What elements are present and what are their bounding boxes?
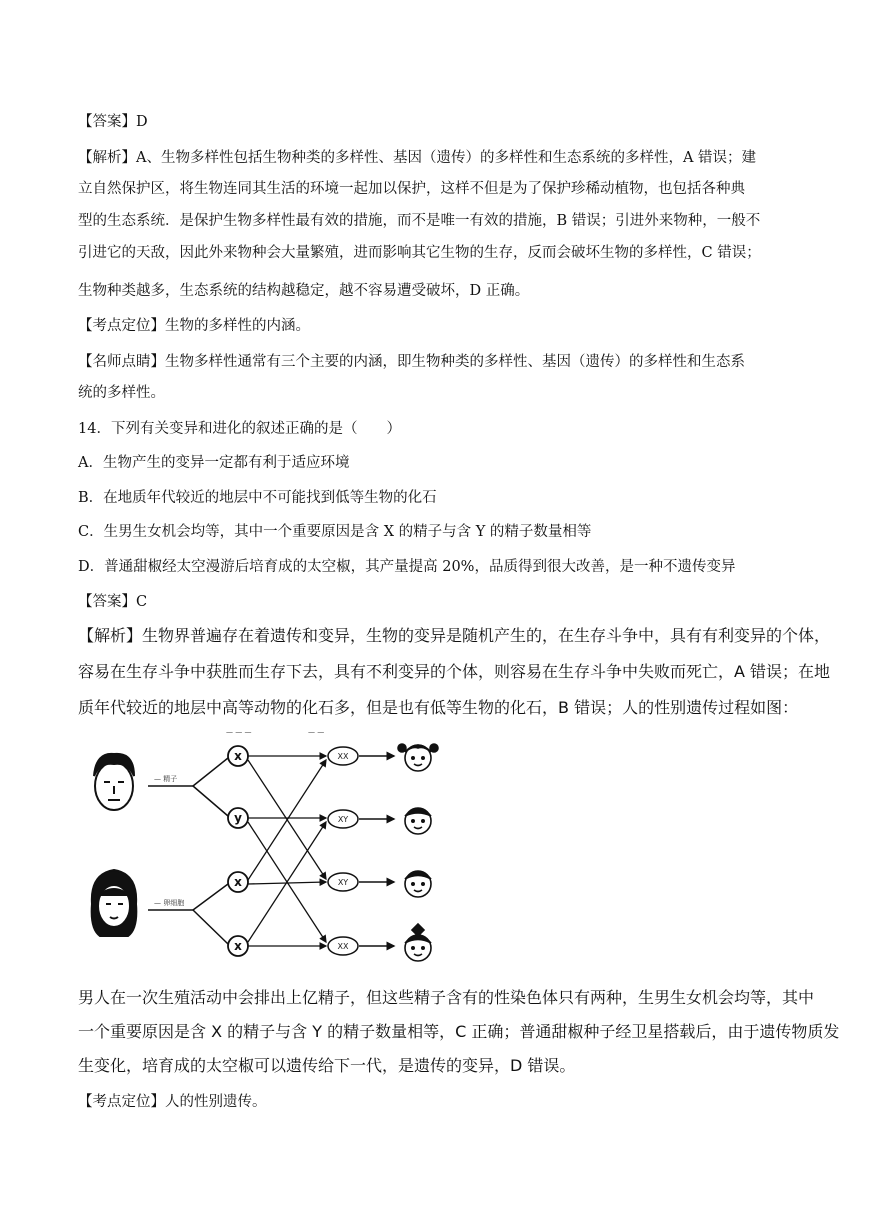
option-c: C．生男生女机会均等，其中一个重要原因是含 X 的精子与含 Y 的精子数量相等 bbox=[78, 524, 592, 540]
answer-13: 【答案】D bbox=[78, 114, 148, 130]
girl-child-icon-2 bbox=[405, 924, 431, 961]
analysis-14-line-2: 容易在生存斗争中获胜而生存下去，具有不利变异的个体，则容易在生存斗争中失败而死亡，A 错误；在地 bbox=[78, 662, 831, 681]
father-label: — 精子 bbox=[154, 775, 178, 783]
boy-child-icon-2 bbox=[405, 871, 431, 897]
mingshi-13-line-1: 【名师点睛】生物多样性通常有三个主要的内涵，即生物种类的多样性、基因（遗传）的多样性和生态系 bbox=[78, 354, 745, 370]
kaodian-13: 【考点定位】生物的多样性的内涵。 bbox=[78, 318, 310, 334]
option-a: A．生物产生的变异一定都有利于适应环境 bbox=[78, 455, 350, 471]
conclusion-line-1: 男人在一次生殖活动中会排出上亿精子，但这些精子含有的性染色体只有两种，生男生女机会均等，其中 bbox=[78, 988, 815, 1007]
sperm-x-label: x bbox=[234, 749, 242, 763]
zygote-4-label: XX bbox=[337, 942, 349, 951]
sex-inheritance-diagram bbox=[78, 724, 458, 974]
girl-child-icon-1 bbox=[398, 744, 438, 771]
egg-x-label-2: x bbox=[234, 939, 242, 953]
mingshi-13-line-2: 统的多样性。 bbox=[78, 385, 165, 401]
zygote-1-label: XX bbox=[337, 752, 349, 761]
conclusion-line-2: 一个重要原因是含 X 的精子与含 Y 的精子数量相等，C 正确；普通甜椒种子经卫星搭载后，由于遗传物质发 bbox=[78, 1022, 840, 1041]
gamete-header-label: — — — bbox=[226, 728, 252, 736]
zygote-header-label: — — bbox=[308, 728, 325, 736]
analysis-13-line-2: 立自然保护区，将生物连同其生活的环境一起加以保护，这样不但是为了保护珍稀动植物，也包括各种典 bbox=[78, 181, 745, 197]
analysis-13-line-3: 型的生态系统．是保护生物多样性最有效的措施，而不是唯一有效的措施，B 错误；引进外来物种，一般不 bbox=[78, 213, 761, 229]
analysis-13-line-1: 【解析】A、生物多样性包括生物种类的多样性、基因（遗传）的多样性和生态系统的多样性，A 错误；建 bbox=[78, 150, 757, 166]
option-d: D．普通甜椒经太空漫游后培育成的太空椒，其产量提高 20%，品质得到很大改善，是一种不遗传变异 bbox=[78, 559, 736, 575]
answer-14: 【答案】C bbox=[78, 594, 148, 610]
kaodian-14: 【考点定位】人的性别遗传。 bbox=[78, 1094, 267, 1110]
zygote-2-label: XY bbox=[337, 815, 349, 824]
zygote-3-label: XY bbox=[337, 878, 349, 887]
analysis-13-line-4: 引进它的天敌，因此外来物种会大量繁殖，进而影响其它生物的生存，反而会破坏生物的多样性，C 错误； bbox=[78, 245, 761, 261]
analysis-14-line-1: 【解析】生物界普遍存在着遗传和变异，生物的变异是随机产生的，在生存斗争中，具有有利变异的个体， bbox=[78, 626, 831, 645]
father-icon bbox=[94, 754, 134, 810]
egg-x-label-1: x bbox=[234, 875, 242, 889]
mother-icon bbox=[92, 870, 137, 936]
analysis-13-line-5: 生物种类越多，生态系统的结构越稳定，越不容易遭受破坏，D 正确。 bbox=[78, 283, 530, 299]
option-b: B．在地质年代较近的地层中不可能找到低等生物的化石 bbox=[78, 490, 437, 506]
conclusion-line-3: 生变化，培育成的太空椒可以遗传给下一代，是遗传的变异，D 错误。 bbox=[78, 1056, 576, 1075]
sperm-y-label: y bbox=[234, 811, 242, 825]
mother-label: — 卵细胞 bbox=[154, 899, 185, 907]
boy-child-icon-1 bbox=[405, 808, 431, 834]
analysis-14-line-3: 质年代较近的地层中高等动物的化石多，但是也有低等生物的化石，B 错误；人的性别遗传过程如图： bbox=[78, 698, 799, 717]
question-14-stem: 14．下列有关变异和进化的叙述正确的是（ ） bbox=[78, 421, 401, 437]
